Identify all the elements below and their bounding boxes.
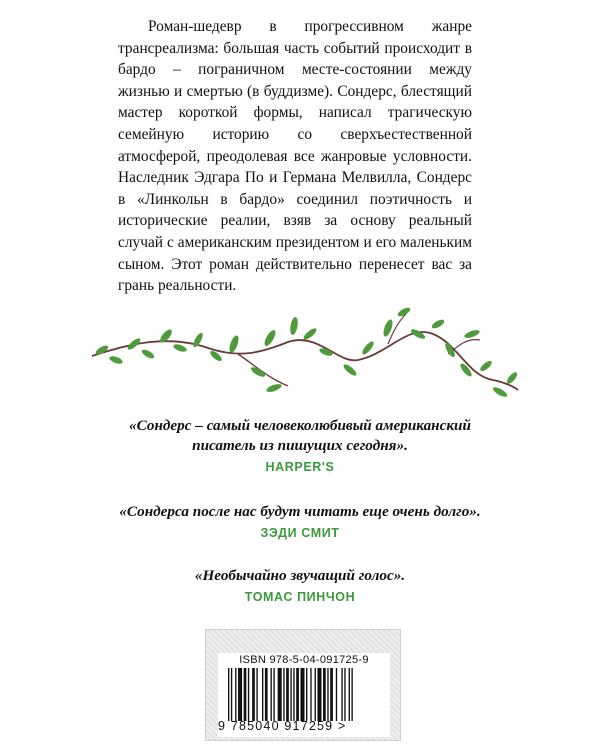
isbn-number: ISBN 978-5-04-091725-9 — [239, 654, 369, 666]
barcode-label — [218, 653, 390, 737]
quote-harpers — [60, 416, 540, 456]
quote-author-pynchon: ТОМАС ПИНЧОН — [244, 590, 356, 604]
quote-pynchon — [60, 566, 540, 586]
quote-author-zadie-smith: ЗЭДИ СМИТ — [260, 526, 340, 540]
barcode-bars — [220, 668, 384, 721]
quote-pynchon-line-1: «Необычайно звучащий голос». — [194, 567, 406, 584]
quote-harpers-line-2: писатель из пишущих сегодня». — [192, 437, 408, 454]
quote-zadie-smith-line-1: «Сондерса после нас будут читать еще очень долго». — [119, 503, 481, 520]
blurb-text: Роман-шедевр в прогрессивном жанре трансреализма: большая часть событий происходит в бардо – пограничном месте-состоянии между жизнью и смертью (в буддизме). Сондерс, блестящий мастер короткой формы, написал трагическую семейную историю со сверхъестественной атмосферой, преодолевая все жанровые условности. Наследник Эдгара По и Германа Мелвилла, Сондерс в «Линкольн в бардо» соединил поэтичность и исторические реалии, взяв за основу реальный случай с американским президентом и его маленьким сыном. Этот роман действительно перенесет вас за грань реальности. — [118, 18, 472, 295]
quote-author-harpers: HARPER'S — [265, 460, 335, 474]
quote-harpers-line-1: «Сондерс – самый человеколюбивый американский — [129, 417, 471, 434]
ean-digits: 9 785040 917259 > — [218, 719, 347, 733]
vine-illustration — [88, 304, 520, 408]
quote-zadie-smith — [60, 502, 540, 522]
